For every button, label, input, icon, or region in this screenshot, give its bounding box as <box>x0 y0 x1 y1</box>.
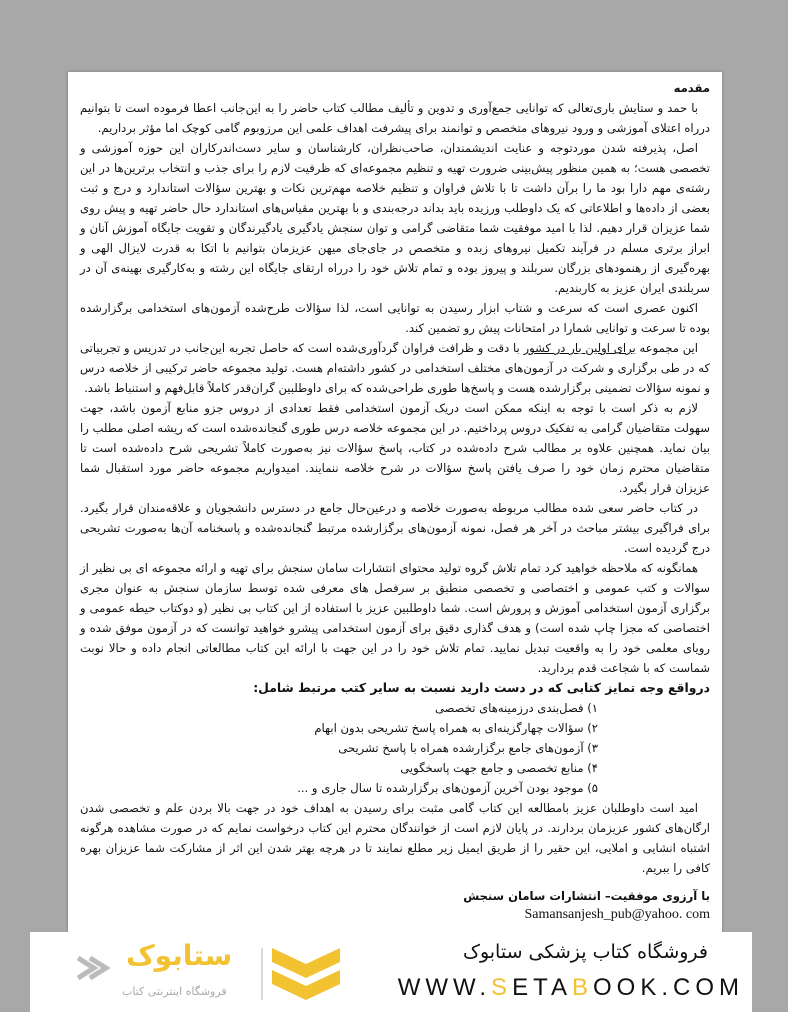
paragraph: در کتاب حاضر سعی شده مطالب مربوطه به‌صورت خلاصه و درعین‌حال جامع در دسترس دانشجویان و علاقه‌مندان قرار بگیرد. برای فراگیری بیشتر مباحث در آخر هر فصل، نمونه آزمون‌های برگزارشده مرتبط گنجانده‌شده و پاسخنامه آن‌ها به‌صورت تشریحی درج گردیده است. <box>80 501 710 555</box>
list-item: ۵) موجود بودن آخرین آزمون‌های برگزارشده تا سال جاری و ... <box>297 781 598 795</box>
paragraph: همانگونه که ملاحظه خواهید کرد تمام تلاش گروه تولید محتوای انتشارات سامان سنجش برای تهیه و ارائه مجموعه ای بی نظیر از سوالات و کتب عمومی و اختصاصی و تخصصی منطبق بر سرفصل های معرفی شده توسط سازمان سنجش به عنوان مجری برگزاری آزمون استخدامی آموزش و پرورش است. شما داوطلبین عزیز با استفاده از این کتاب بی نظیر (و دوکتاب حیطه عمومی و اختصاصی که مجزا چاپ شده است) و هدف گذاری دقیق برای آزمون استخدامی پیشرو خواهید توانست که در آزمون موفق شده و رویای معلمی خود را به واقعیت تبدیل نمایید. تمام تلاش خود را در این جهت با ارائه این کتاب مطالعاتی انجام داده و حالا نوبت شماست که با شجاعت قدم بردارید. <box>80 561 710 675</box>
list-item: ۳) آزمون‌های جامع برگزارشده همراه با پاسخ تشریحی <box>338 741 598 755</box>
signature: با آرزوی موفقیت– انتشارات سامان سنجش <box>463 889 710 903</box>
document-page <box>68 72 722 932</box>
url-part: ETA <box>512 974 572 1001</box>
heading-introduction: مقدمه <box>673 81 710 95</box>
paragraph: امید است داوطلبان عزیز بامطالعه این کتاب گامی مثبت برای رسیدن به اهداف خود در جهت بالا بردن علم و تخصصی شدن ارگان‌های کشور عزیزمان بردارند. در پایان لازم است از خوانندگان محترم این کتاب درخواست نمایم که در صورت مشاهده هرگونه اشتباه انشایی و املایی، این حقیر را از طریق ایمیل زیر مطلع نمایند تا در هرچه بهتر شدن این اثر از مشارکت شما عزیزان بهره کافی را ببریم. <box>80 801 710 875</box>
text: این مجموعه <box>635 341 698 355</box>
logo-subtitle: فروشگاه اینترنتی کتاب <box>122 985 227 998</box>
paragraph: با حمد و ستایش باری‌تعالی که توانایی جمع‌آوری و تدوین و تألیف مطالب کتاب حاضر را به این‌جانب اعطا فرموده است تا بتوانیم درراه اعتلای آموزشی و ورود نیروهای متخصص و توانمند برای پیشرفت اهداف علمی این مرزوبوم گامی کوچک اما مؤثر برداریم. <box>80 101 710 135</box>
text: با دقت و ظرافت فراوان گردآوری‌شده است که حاصل تجربه این‌جانب در تدریس و تجربیاتی که در طی برگزاری و شرکت در آزمون‌های مختلف استخدامی در کشور داشته‌ام هست. تولید مجموعه حاضر ترکیبی از خلاصه درس و نمونه سؤالات تضمینی برگزارشده هست و پاسخ‌ها طوری طراحی‌شده که برای داوطلبین گران‌قدر کاملاً قابل‌فهم و استنباط باشد. <box>80 341 710 395</box>
url-part: WWW. <box>397 974 492 1001</box>
url-part: B <box>571 974 593 1001</box>
features-list <box>80 698 710 798</box>
underlined-text: برای اولین بار در کشور <box>523 341 636 355</box>
features-heading: درواقع وجه تمایز کتابی که در دست دارید نسبت به سایر کتب مرتبط شامل: <box>253 680 710 695</box>
url-part: OOK.COM <box>592 974 744 1001</box>
paragraph: اکنون عصری است که سرعت و شتاب ابزار رسیدن به توانایی است، لذا سؤالات طرح‌شده آزمون‌های استخدامی برگزارشده بوده تا سرعت و توانایی شمارا در امتحانات پیش رو تضمین کند. <box>80 301 710 335</box>
paragraph <box>80 338 710 398</box>
footer-banner <box>30 932 752 1012</box>
paragraph: لازم به ذکر است با توجه به اینکه ممکن است دریک آزمون استخدامی فقط تعدادی از دروس جزو منابع آزمون باشد، جهت سهولت متقاضیان گرامی به تفکیک دروس پرداختیم. در این مجموعه خلاصه درس طوری گنجانده‌شده است که ریشه اصلی مطلب را بیان نماید. همچنین علاوه بر مطالب شرح داده‌شده در کتاب، پاسخ سؤالات نیز به‌صورت کاملاً تشریحی شرح داده‌شده است تا متقاضیان محترم زمان خود را صرف یافتن پاسخ سؤالات در شرح خلاصه ننمایند. امیدواریم مجموعه حاضر مورد استقبال شما عزیزان قرار بگیرد. <box>80 401 710 495</box>
list-item: ۲) سؤالات چهارگزینه‌ای به همراه پاسخ تشریحی بدون ابهام <box>314 721 598 735</box>
setabook-logo <box>66 936 356 1008</box>
logo-text: ستابوک <box>126 939 233 972</box>
store-name: فروشگاه کتاب پزشکی ستابوک <box>462 941 708 963</box>
store-url[interactable] <box>398 974 744 1002</box>
list-item: ۴) منابع تخصصی و جامع جهت پاسخگویی <box>400 761 598 775</box>
email-address[interactable]: Samansanjesh_pub@yahoo. com <box>524 907 710 922</box>
document-content <box>80 78 710 924</box>
list-item: ۱) فصل‌بندی درزمینه‌های تخصصی <box>434 701 598 715</box>
paragraph: اصل، پذیرفته شدن موردتوجه و عنایت اندیشمندان، صاحب‌نظران، کارشناسان و سایر دست‌اندرکاران این حوزه آموزشی و تخصصی هست؛ به همین منظور پیش‌بینی ضرورت تهیه و تنظیم مجموعه‌ای که ظرفیت لازم را برای جذب و انتخاب برترین‌ها در این رشته‌ی مهم دارا بود ما را برآن داشت تا با تلاش فراوان و تنظیم خلاصه مهم‌ترین نکات و بهترین سؤالات استاندارد و درج و ثبت بعضی از داده‌ها و اطلاعاتی که یک داوطلب ورزیده باید بداند درجه‌بندی و با بهترین مقیاس‌های استاندارد حال حاضر تهیه و پیش روی شما عزیزان قرار دهیم. لذا با امید موفقیت شما متقاضی گرامی و توان سنجش یادگیری یادگیرندگان و تقویت جایگاه آموزش آنان و ابراز برتری مسلم در فرآیند تکمیل نیروهای زبده و متخصص در جای‌جای میهن عزیزمان بتوانیم با اتکا به قدرت لایزال الهی و بهره‌گیری از رهنمودهای بزرگان سربلند و پیروز بوده و تمام تلاش خود را درراه ارتقای جایگاه این رشته و به‌کارگیری بهینه‌ی آن در سربلندی ایران عزیز به کاربندیم. <box>80 141 710 295</box>
url-part: S <box>491 974 513 1001</box>
